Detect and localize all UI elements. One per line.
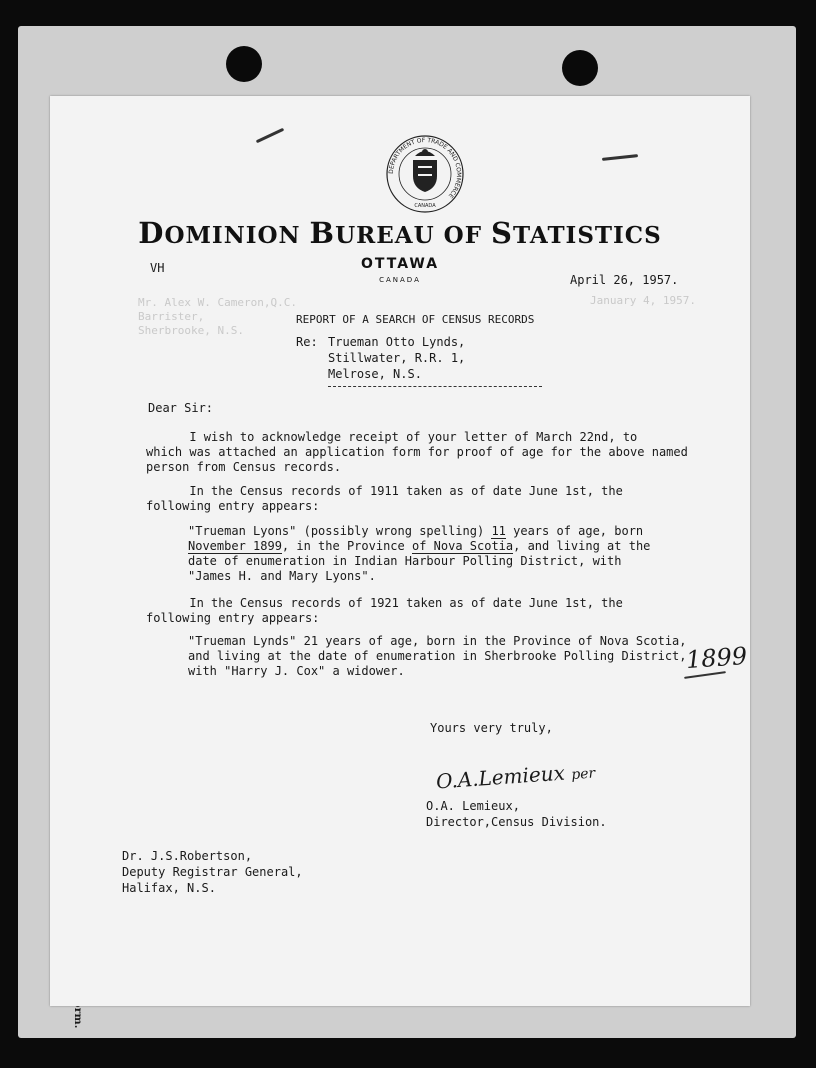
re-label: Re:	[296, 335, 318, 349]
pencil-mark-left	[256, 128, 284, 143]
letter-page	[50, 96, 750, 1006]
re-line-3: Melrose, N.S.	[328, 367, 422, 381]
letterhead-city: OTTAWA	[360, 256, 440, 272]
show-through-text: Mr. Alex W. Cameron,Q.C.	[138, 296, 297, 309]
reference-initials: VH	[150, 261, 165, 275]
entry-1911-line-2: November 1899, in the Province of Nova Scotia, and living at the	[188, 539, 651, 553]
letter-date: April 26, 1957.	[570, 273, 679, 287]
recipient-name: Dr. J.S.Robertson,	[122, 849, 253, 863]
show-through-text: January 4, 1957.	[590, 294, 696, 307]
crest-country: CANADA	[414, 203, 436, 209]
letterhead-country: CANADA	[379, 276, 421, 284]
recipient-city: Halifax, N.S.	[122, 881, 216, 895]
entry-1921: "Trueman Lynds" 21 years of age, born in the Province of Nova Scotia, and living at the date of enumeration in Sherbrooke Polling District, with "Harry J. Cox" a widower.	[188, 634, 687, 678]
show-through-text: Barrister,	[138, 310, 205, 323]
re-divider	[328, 386, 542, 387]
report-subject: REPORT OF A SEARCH OF CENSUS RECORDS	[296, 313, 535, 326]
paragraph-acknowledgement: I wish to acknowledge receipt of your letter of March 22nd, to which was attached an application form for proof of age for the above named person from Census records.	[146, 430, 688, 474]
paragraph-1911-intro: In the Census records of 1911 taken as of date June 1st, the following entry appears:	[146, 484, 623, 513]
signer-name: O.A. Lemieux,	[426, 799, 520, 813]
recipient-title: Deputy Registrar General,	[122, 865, 303, 879]
show-through-text: Sherbrooke, N.S.	[138, 324, 244, 337]
crest-ring-text: DEPARTMENT OF TRADE AND COMMERCE	[387, 136, 463, 200]
salutation: Dear Sir:	[148, 401, 214, 415]
handwritten-year-note: 1899	[685, 641, 748, 675]
entry-1911-line-1: "Trueman Lyons" (possibly wrong spelling) 11 years of age, born	[188, 524, 644, 538]
entry-1911-line-4: "James H. and Mary Lyons".	[188, 569, 376, 583]
paragraph-1921-intro: In the Census records of 1921 taken as of date June 1st, the following entry appears:	[146, 596, 623, 625]
signer-title: Director,Census Division.	[426, 815, 607, 829]
pencil-mark-right	[602, 154, 638, 161]
crest-seal-icon	[385, 134, 465, 214]
re-line-2: Stillwater, R.R. 1,	[328, 351, 466, 365]
punch-hole-left	[226, 46, 262, 82]
entry-1911-line-3: date of enumeration in Indian Harbour Polling District, with	[188, 554, 622, 568]
closing: Yours very truly,	[430, 721, 553, 735]
signature: O.A.Lemieux per	[435, 760, 596, 794]
re-line-1: Trueman Otto Lynds,	[328, 335, 466, 349]
punch-hole-right	[562, 50, 598, 86]
organization-title: DOMINION BUREAU OF STATISTICS	[138, 216, 662, 250]
